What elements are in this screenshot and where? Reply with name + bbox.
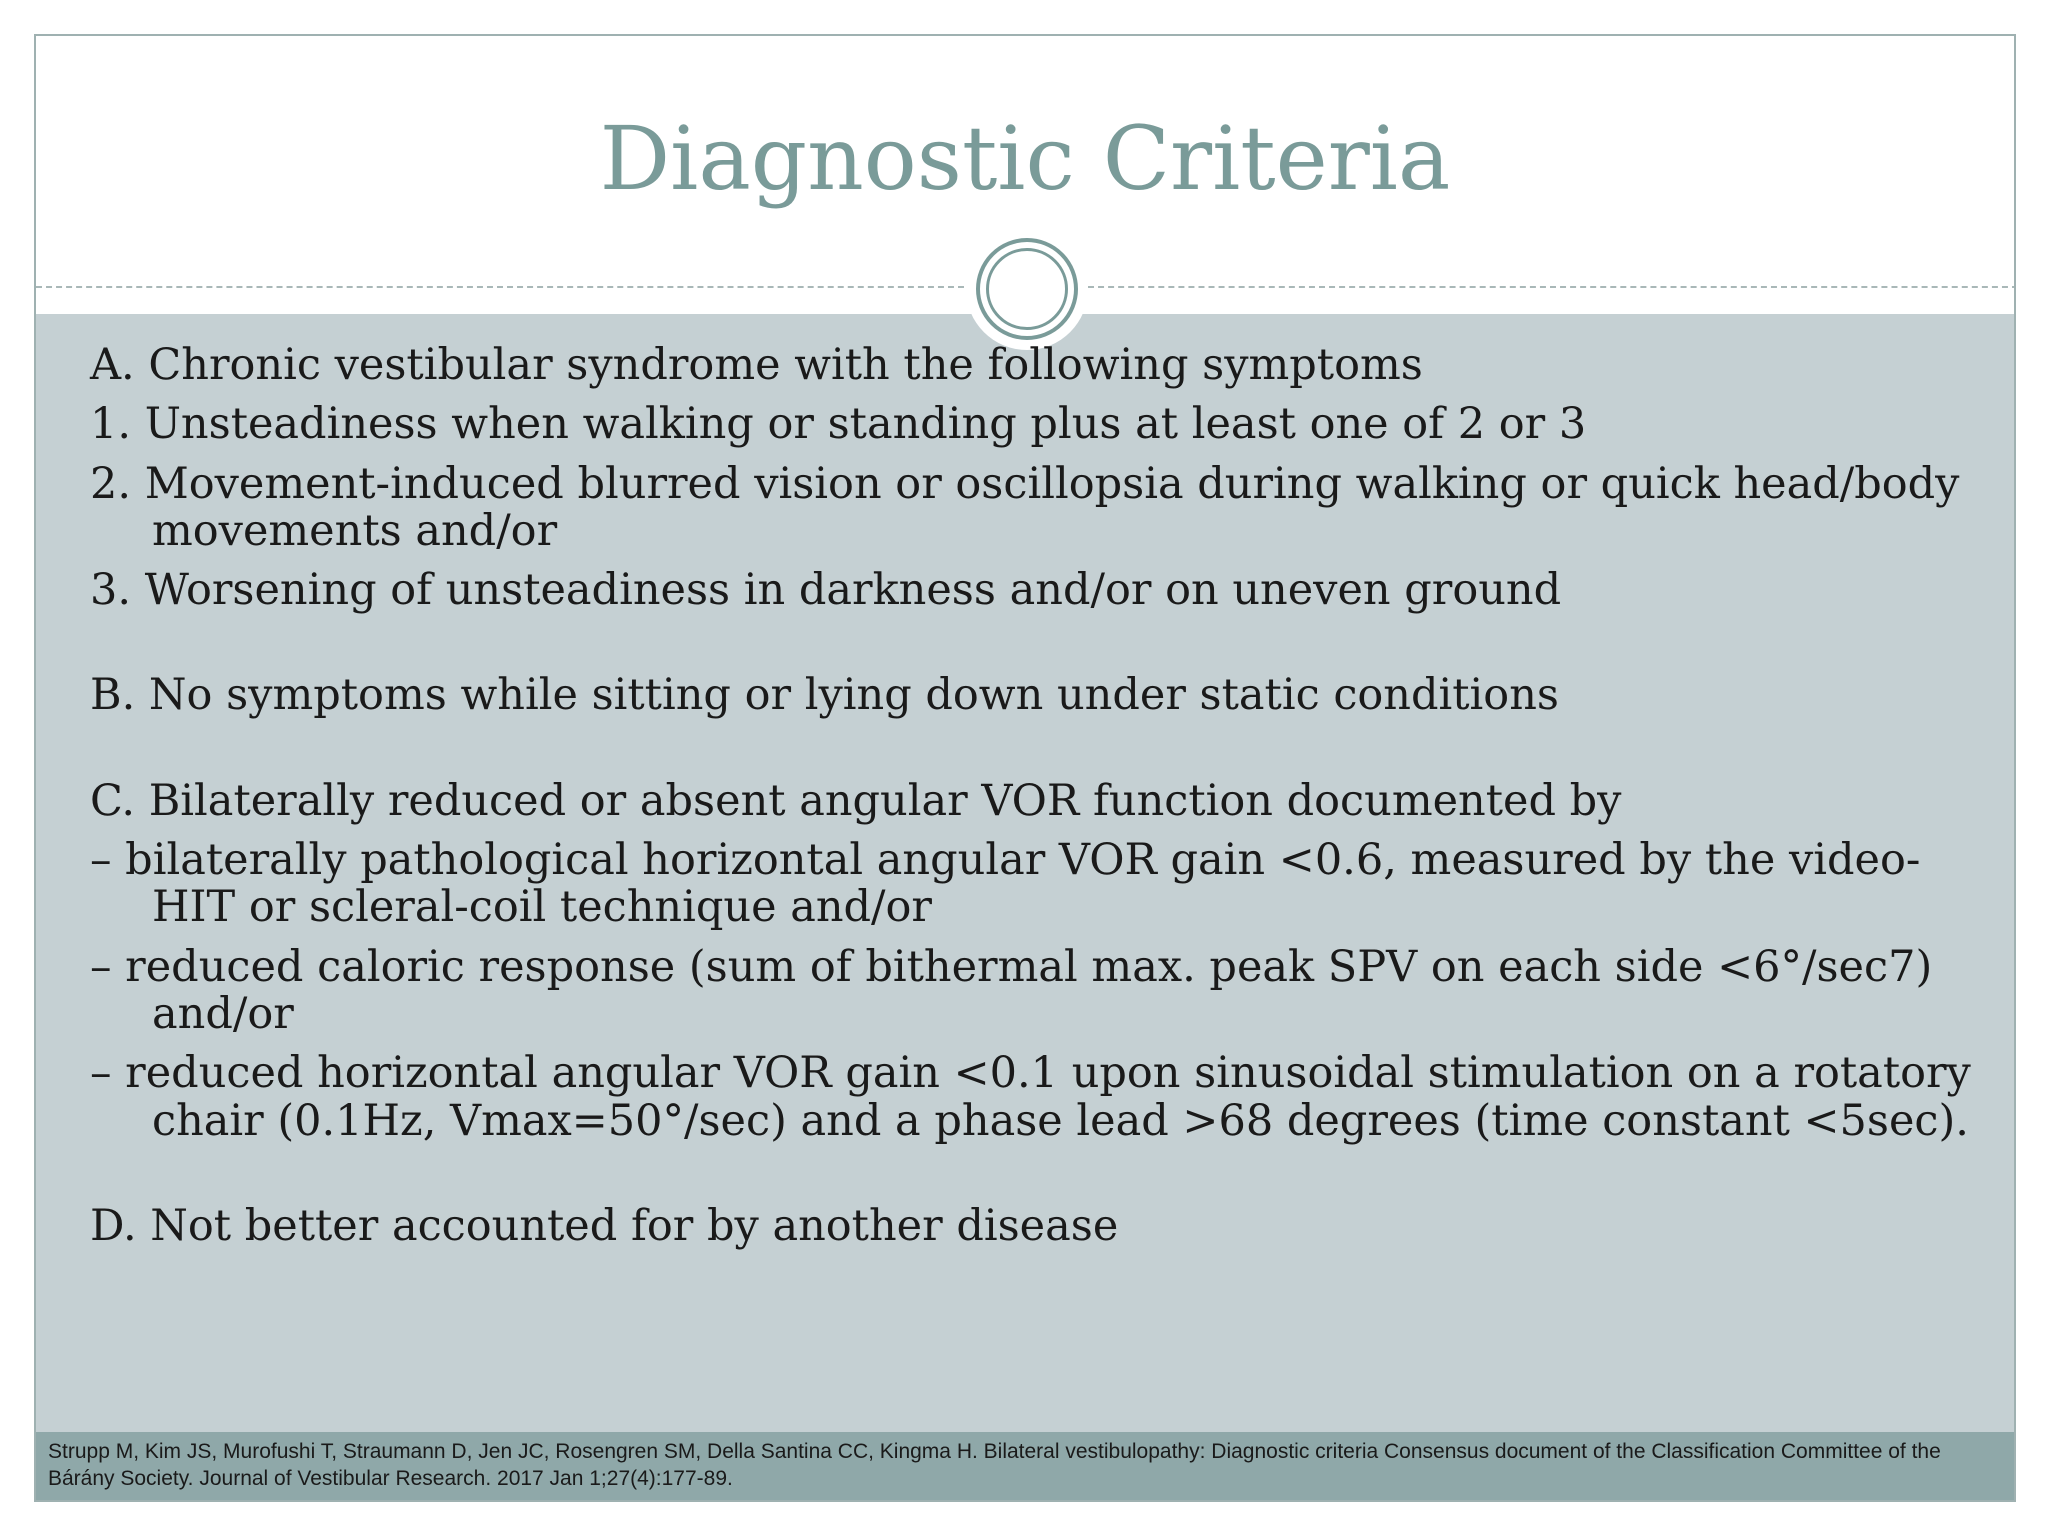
criterion-a-item-2: 2. Movement-induced blurred vision or oscillopsia during walking or quick head/body movements and/or — [90, 458, 1960, 556]
slide — [34, 34, 2016, 1502]
criterion-c-item-2: – reduced caloric response (sum of bithermal max. peak SPV on each side <6°/sec7) and/or — [90, 941, 1933, 1039]
divider-left — [36, 286, 964, 288]
criterion-a-item-3: 3. Worsening of unsteadiness in darkness and/or on uneven ground — [90, 565, 1562, 616]
criterion-b-heading: B. No symptoms while sitting or lying down under static conditions — [90, 670, 1559, 721]
criterion-a-item-1: 1. Unsteadiness when walking or standing plus at least one of 2 or 3 — [90, 399, 1587, 450]
citation-text: Strupp M, Kim JS, Murofushi T, Straumann D, Jen JC, Rosengren SM, Della Santina CC, Kingma H. Bilateral vestibulopathy: Diagnostic criteria Consensus document of the Classification Committee of the Bárány Society. Journal of Vestibular Research. 2017 Jan 1;27(4):177-89. — [48, 1440, 1941, 1491]
slide-title: Diagnostic Criteria — [599, 107, 1451, 210]
criterion-c-heading: C. Bilaterally reduced or absent angular VOR function documented by — [90, 775, 1622, 826]
criterion-c-item-3: – reduced horizontal angular VOR gain <0.1 upon sinusoidal stimulation on a rotatory chair (0.1Hz, Vmax=50°/sec) and a phase lead >68 degrees (time constant <5sec). — [90, 1048, 1971, 1146]
citation-footer — [36, 1432, 2014, 1502]
criterion-c-item-1: – bilaterally pathological horizontal angular VOR gain <0.6, measured by the video-HIT or scleral-coil technique and/or — [90, 835, 1921, 933]
criterion-d-heading: D. Not better accounted for by another disease — [90, 1200, 1119, 1251]
criteria-list — [90, 342, 1990, 1262]
criterion-a-heading: A. Chronic vestibular syndrome with the following symptoms — [90, 340, 1423, 390]
circle-ornament-inner-icon — [986, 248, 1068, 330]
divider-right — [1088, 286, 2016, 288]
